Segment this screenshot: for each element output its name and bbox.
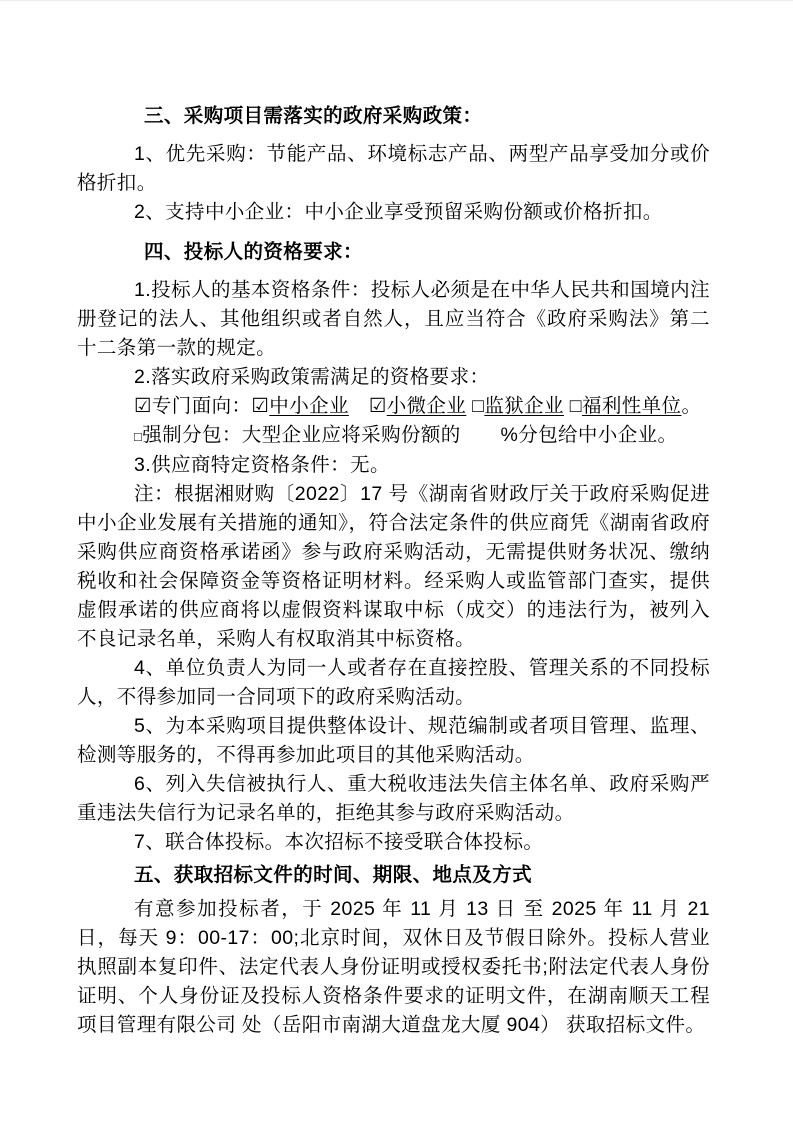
checkbox-checked-icon: ☑ xyxy=(251,395,270,417)
paragraph: 4、单位负责人为同一人或者存在直接控股、管理关系的不同投标人，不得参加同一合同项下的政府采购活动。 xyxy=(77,657,710,708)
section-heading: 四、投标人的资格要求： xyxy=(144,241,363,263)
checkbox-unchecked-icon: □ xyxy=(472,395,485,417)
text-segment: 监狱企业 xyxy=(484,395,564,417)
checkbox-checked-icon: ☑ xyxy=(134,395,152,417)
paragraph: 2、支持中小企业：中小企业享受预留采购份额或价格折扣。 xyxy=(134,201,663,223)
paragraph xyxy=(77,392,710,421)
section-heading: 五、获取招标文件的时间、期限、地点及方式 xyxy=(134,864,533,886)
document-body xyxy=(77,102,710,1040)
paragraph: 6、列入失信被执行人、重大税收违法失信主体名单、政府采购严重违法失信行为记录名单的，拒绝其参与政府采购活动。 xyxy=(77,773,710,824)
paragraph xyxy=(77,421,710,451)
text-segment: 福利性单位 xyxy=(581,395,682,417)
text-segment: 。 xyxy=(681,395,702,417)
paragraph: 3.供应商特定资格条件：无。 xyxy=(134,454,390,476)
paragraph: 5、为本采购项目提供整体设计、规范编制或者项目管理、监理、检测等服务的，不得再参加此项目的其他采购活动。 xyxy=(77,715,710,766)
text-segment: 强制分包：大型企业应将采购份额的 %分包给中小企业。 xyxy=(142,424,678,446)
text-segment xyxy=(349,395,369,417)
paragraph: 注：根据湘财购〔2022〕17 号《湖南省财政厅关于政府采购促进中小企业发展有关措施的通知》，符合法定条件的供应商凭《湖南省政府采购供应商资格承诺函》参与政府采购活动，无需提供财务状况、缴纳税收和社会保障资金等资格证明材料。经采购人或监管部门查实，提供虚假承诺的供应商将以虚假资料谋取中标（成交）的违法行为，被列入不良记录名单，采购人有权取消其中标资格。 xyxy=(77,483,710,650)
checkbox-checked-icon: ☑ xyxy=(368,395,387,417)
paragraph: 7、联合体投标。本次招标不接受联合体投标。 xyxy=(134,831,544,853)
paragraph: 有意参加投标者，于 2025 年 11 月 13 日 至 2025 年 11 月 21 日，每天 9：00-17：00;北京时间，双休日及节假日除外。投标人营业执照副本复印件、法定代表人身份证明或授权委托书;附法定代表人身份证明、个人身份证及投标人资格条件要求的证明文件，在湖南顺天工程项目管理有限公司 处（岳阳市南湖大道盘龙大厦 904） 获取招标文件。 xyxy=(77,898,710,1036)
paragraph: 2.落实政府采购政策需满足的资格要求： xyxy=(134,366,490,388)
checkbox-unchecked-icon: □ xyxy=(569,395,582,417)
section-heading: 三、采购项目需落实的政府采购政策： xyxy=(144,105,483,127)
paragraph: 1、优先采购：节能产品、环境标志产品、两型产品享受加分或价格折扣。 xyxy=(77,143,710,194)
text-segment: 小微企业 xyxy=(386,395,467,417)
checkbox-unchecked-small-icon: □ xyxy=(134,429,143,444)
text-segment: 中小企业 xyxy=(269,395,349,417)
paragraph: 1.投标人的基本资格条件：投标人必须是在中华人民共和国境内注册登记的法人、其他组织或者自然人，且应当符合《政府采购法》第二十二条第一款的规定。 xyxy=(77,279,710,359)
text-segment: 专门面向： xyxy=(151,395,252,417)
